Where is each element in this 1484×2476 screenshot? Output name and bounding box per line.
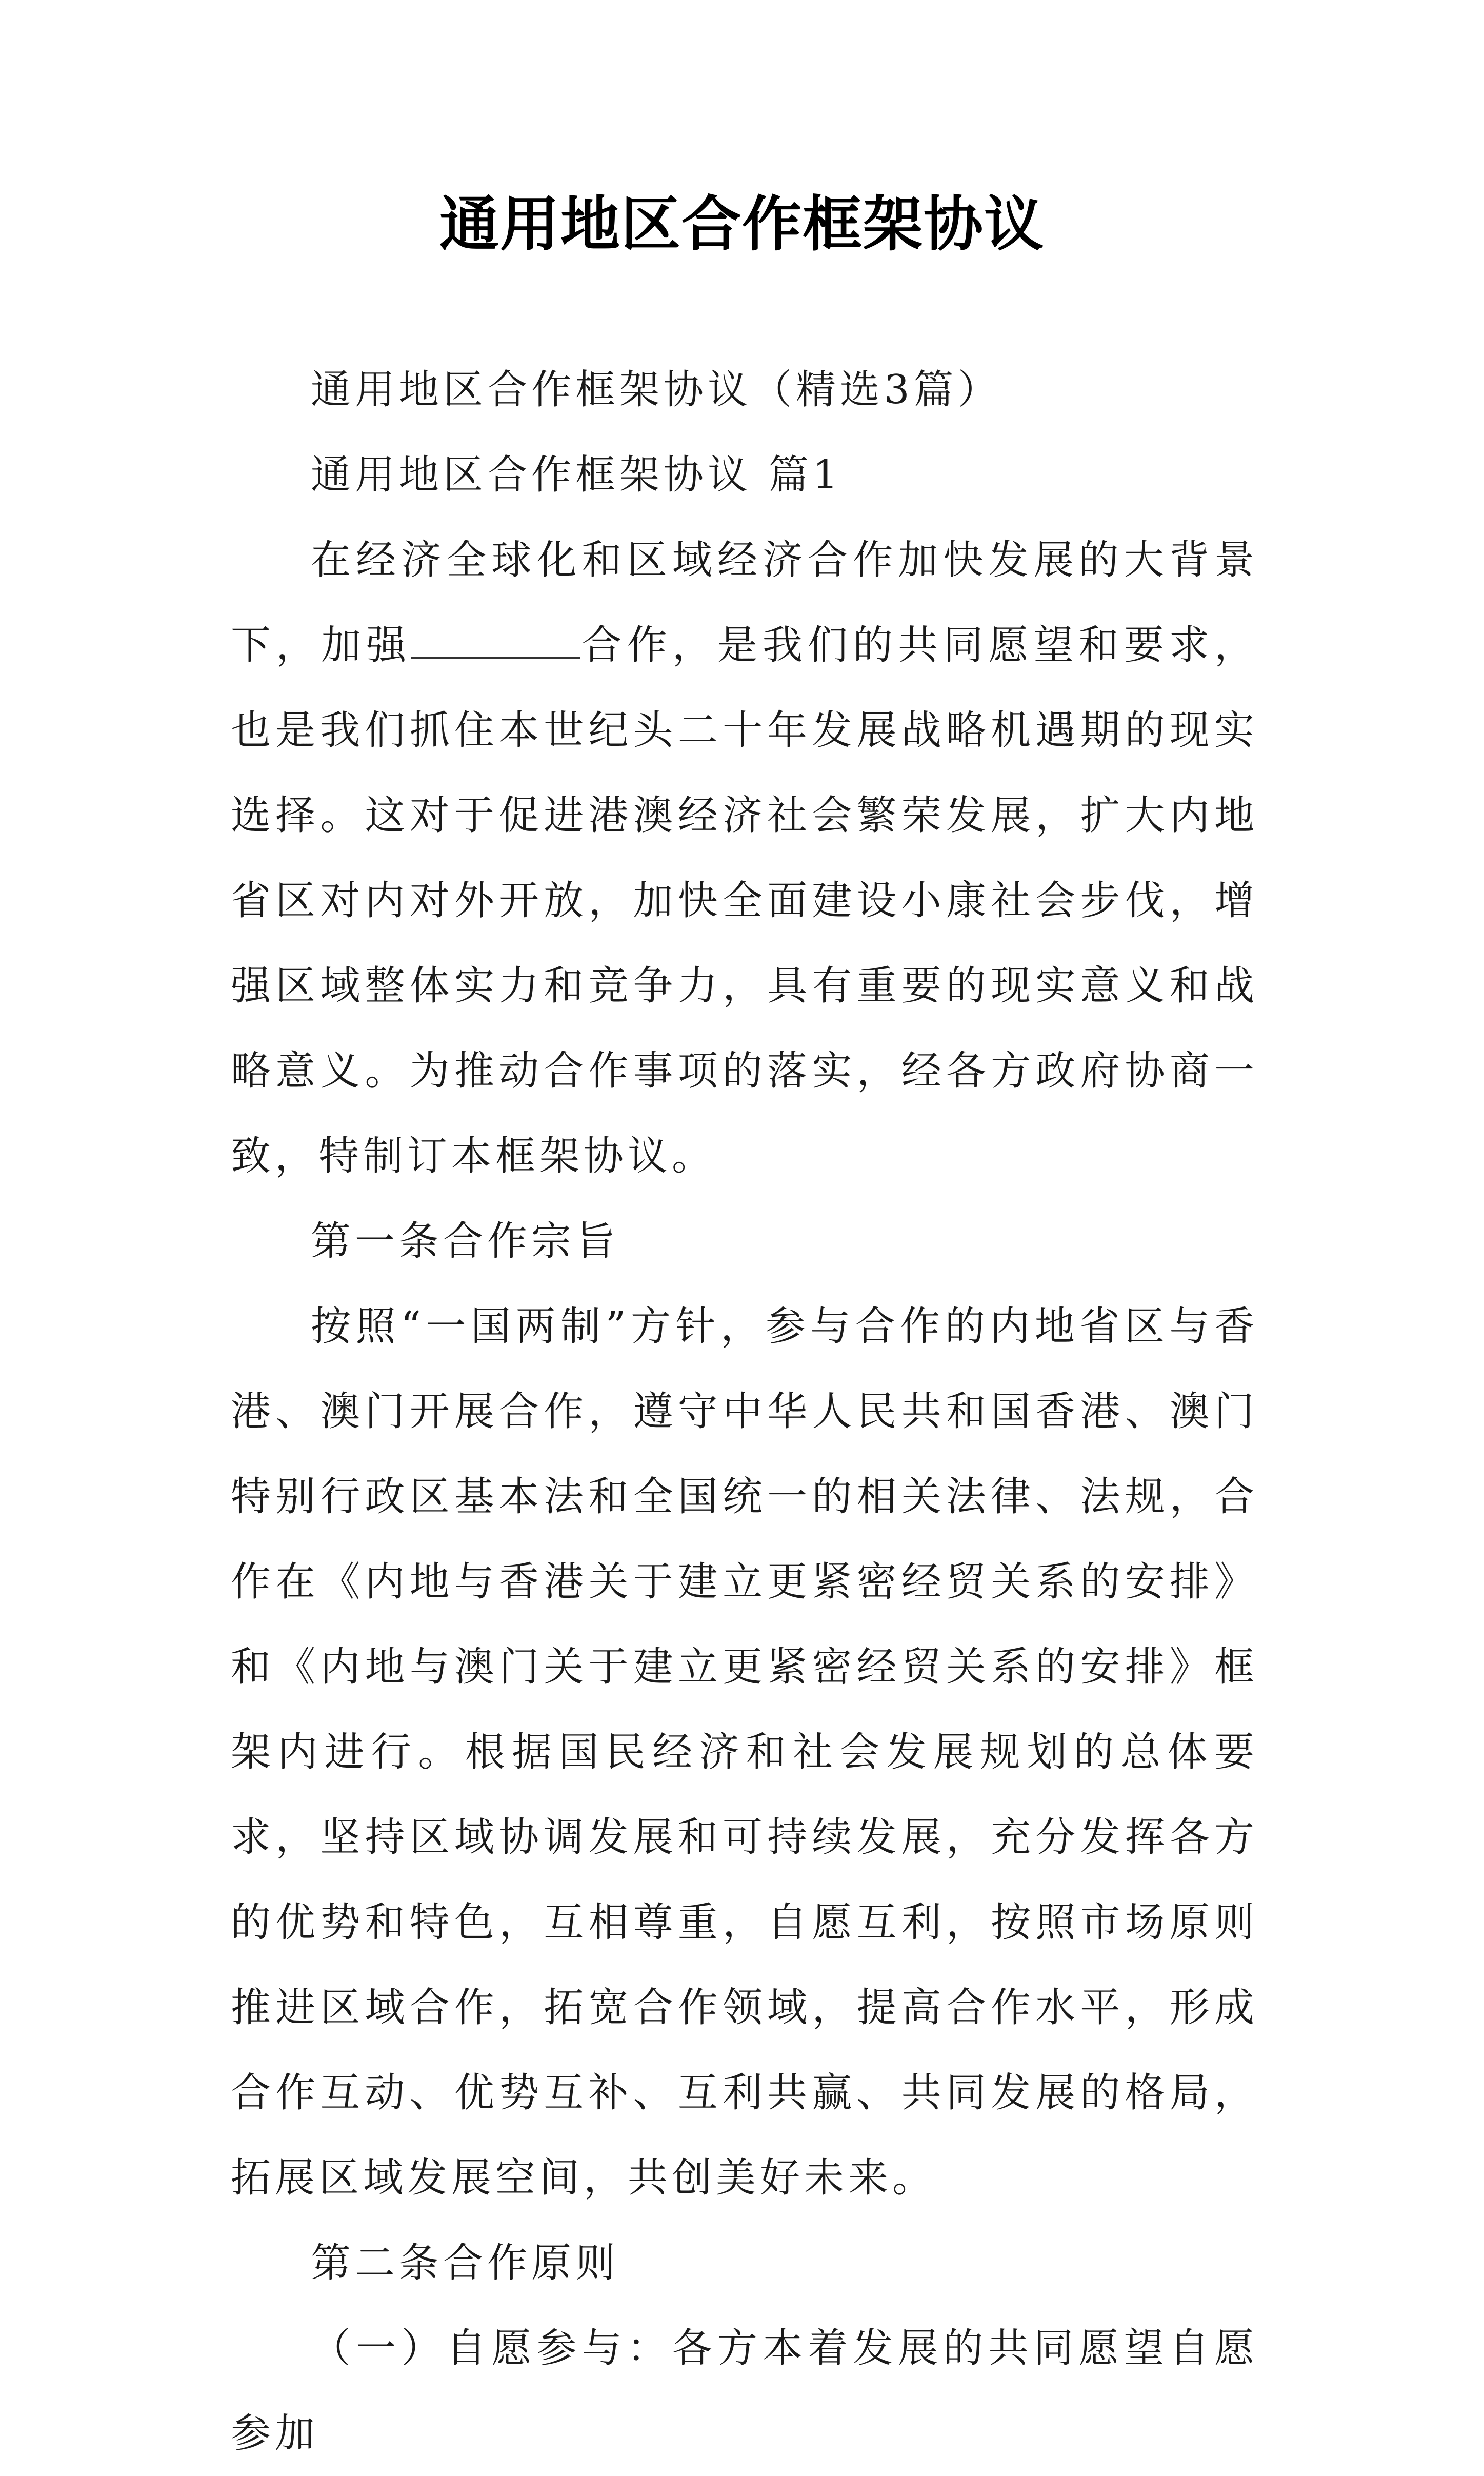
fill-in-blank (411, 626, 580, 659)
document-subtitle: 通用地区合作框架协议（精选3篇） (311, 367, 1002, 413)
part-heading: 通用地区合作框架协议 篇1 (311, 452, 843, 498)
intro-text-after-blank: 合作，是我们的共同愿望和要求，也是我们抓住本世纪头二十年发展战略机遇期的现实选择。这对于促进港澳经济社会繁荣发展，扩大内地省区对内对外开放，加快全面建设小康社会步伐，增强区域整体实力和竞争力，具有重要的现实意义和战略意义。为推动合作事项的落实，经各方政府协商一致，特制订本框架协议。 (231, 622, 1258, 1179)
intro-text-before-blank: 在经济全球化和区域经济合作加快发展的大背景下，加强 (231, 537, 1258, 668)
article1-heading: 第一条合作宗旨 (311, 1218, 620, 1264)
article2-item1: （一）自愿参与：各方本着发展的共同愿望自愿参加 (231, 2325, 1258, 2457)
intro-paragraph (231, 518, 1258, 1199)
article2-heading: 第二条合作原则 (311, 2240, 620, 2286)
document-title: 通用地区合作框架协议 (439, 189, 1045, 259)
article1-paragraph: 按照“一国两制”方针，参与合作的内地省区与香港、澳门开展合作，遵守中华人民共和国香港、澳门特别行政区基本法和全国统一的相关法律、法规，合作在《内地与香港关于建立更紧密经贸关系的安排》和《内地与澳门关于建立更紧密经贸关系的安排》框架内进行。根据国民经济和社会发展规划的总体要求，坚持区域协调发展和可持续发展，充分发挥各方的优势和特色，互相尊重，自愿互利，按照市场原则推进区域合作，拓宽合作领域，提高合作水平，形成合作互动、优势互补、互利共赢、共同发展的格局，拓展区域发展空间，共创美好未来。 (231, 1303, 1258, 2201)
document-body (231, 347, 1258, 2476)
